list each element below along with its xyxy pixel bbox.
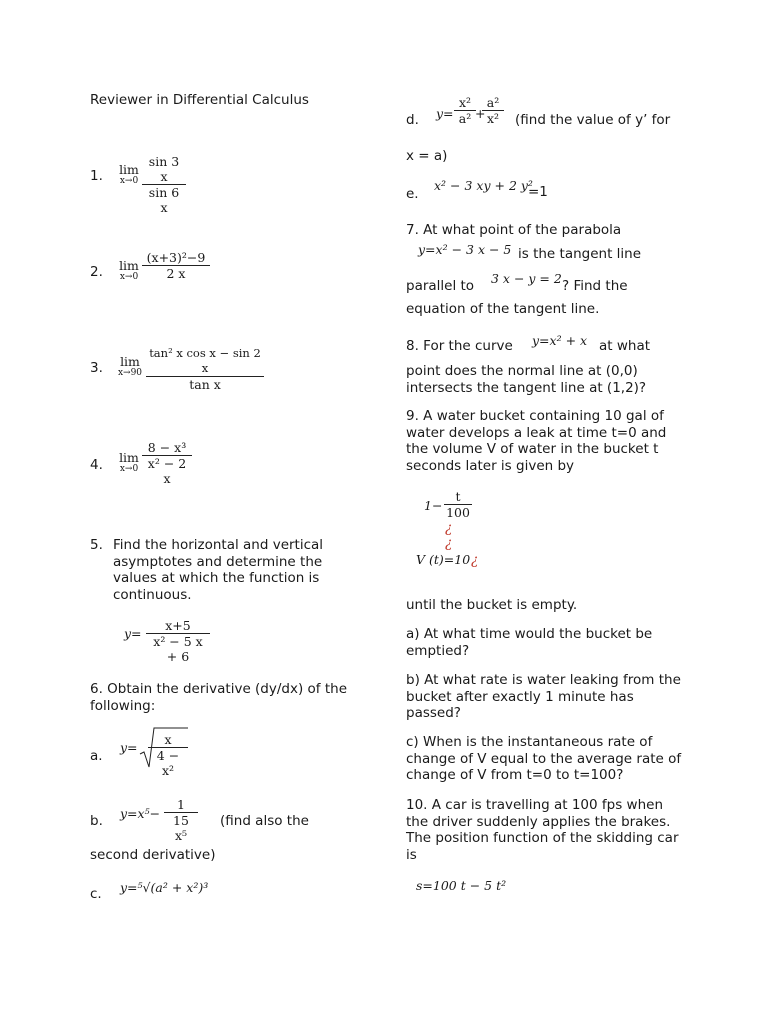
problem-2-label: 2. [90,264,103,280]
problem-5-text: Find the horizontal and vertical asymptotes and determine the values at which the function is continuous. [113,537,324,603]
problem-9-question-b: b) At what rate is water leaking from the bucket after exactly 1 minute has passed? [406,672,681,721]
problem-6a-label: a. [90,748,103,764]
problem-5-label: 5. [90,537,103,553]
problem-8-line-1: 8. For the curve [406,338,513,354]
problem-9-text: 9. A water bucket containing 10 gal of water develops a leak at time t=0 and the volume V of water in the bucket t seconds later is given by [406,408,667,474]
problem-9-t-fraction: $\frac{t}{100}$ [444,489,472,520]
problem-2-lim: lim x→0 [119,258,139,282]
problem-8-line-3: point does the normal line at (0,0) intersects the tangent line at (1,2)? [406,363,647,396]
problem-6e-expr: x² − 3 xy + 2 y² [434,178,533,193]
problem-1-label: 1. [90,168,103,184]
problem-9-glyph-2: ¿ [445,535,453,551]
problem-10-position-eq: s=100 t − 5 t² [416,878,507,893]
problem-6a-fraction: $\frac{x}{\text{4 − x²}}$ [148,732,188,778]
problem-3-label: 3. [90,360,103,376]
problem-7-line-5: equation of the tangent line. [406,301,600,317]
problem-6b-note: (find also the [220,813,309,829]
problem-3-fraction: $\frac{\text{tan² x cos x − sin 2 x}}{\text{tan x}}$ [146,346,264,392]
problem-9-until: until the bucket is empty. [406,597,578,613]
problem-10-text: 10. A car is travelling at 100 fps when the driver suddenly applies the brakes. The position function of the skidding car is [406,797,679,863]
problem-7-line-3: parallel to [406,278,475,294]
problem-1-fraction: $\frac{\sin 3 x}{\sin 6 x}$ [142,154,186,215]
problem-6b-lhs: y=x⁵− [120,806,161,821]
problem-7-line-2: is the tangent line [518,246,642,262]
problem-5-fraction: $\frac{x+5}{\text{x² − 5 x + 6}}$ [146,618,210,664]
problem-6c-expr: y=⁵√(a² + x²)³ [120,880,209,895]
problem-3-lim: lim x→90 [117,354,143,378]
problem-5-lhs: y= [124,626,142,641]
problem-9-question-a: a) At what time would the bucket be emptied? [406,626,653,659]
problem-7-line-eq: 3 x − y = 2 [491,271,562,286]
problem-8-line-2: at what [599,338,651,354]
problem-2-fraction: $\frac{\text{(x+3)²−9}}{2 x}$ [142,250,210,281]
problem-6a-lhs: y= [120,740,138,755]
problem-4-label: 4. [90,457,103,473]
problem-8-curve: y=x² + x [532,333,588,348]
problem-7-line-4: ? Find the [562,278,628,294]
problem-6b-note-cont: second derivative) [90,847,216,863]
page-title: Reviewer in Differential Calculus [90,92,309,108]
problem-4-lim: lim x→0 [119,450,139,474]
problem-6b-label: b. [90,813,103,829]
problem-6d-label: d. [406,112,419,128]
problem-9-volume-eq: V (t)=10 [416,552,471,567]
problem-6d-fraction-2: $\frac{\text{a²}}{\text{x²}}$ [482,95,504,126]
problem-6b-fraction: $\frac{1}{\text{15 x⁵}}$ [164,797,198,843]
problem-9-glyph-1: ¿ [445,520,453,536]
problem-9-glyph-3: ¿ [471,552,479,568]
problem-6d-note: (find the value of y’ for [515,112,671,128]
problem-6c-label: c. [90,886,102,902]
problem-6-text: 6. Obtain the derivative (dy/dx) of the following: [90,681,347,714]
problem-6e-label: e. [406,186,419,202]
problem-7-line-1: 7. At what point of the parabola [406,222,622,238]
problem-1-lim: lim x→0 [119,162,139,186]
problem-6e-rhs: =1 [528,184,548,200]
problem-6d-note-cont: x = a) [406,148,448,164]
problem-4-fraction: $\frac{\text{8 − x³}}{\text{x² − 2 x}}$ [142,440,192,486]
problem-9-one-minus: 1− [424,498,443,513]
problem-6d-lhs: y= [436,106,454,121]
problem-9-question-c: c) When is the instantaneous rate of change of V equal to the average rate of change of V from t=0 to t=100? [406,734,682,783]
problem-7-parabola: y=x² − 3 x − 5 [418,242,512,257]
problem-6d-fraction-1: $\frac{\text{x²}}{\text{a²}}$ [454,95,476,126]
problem-6d-plus: + [475,106,486,121]
